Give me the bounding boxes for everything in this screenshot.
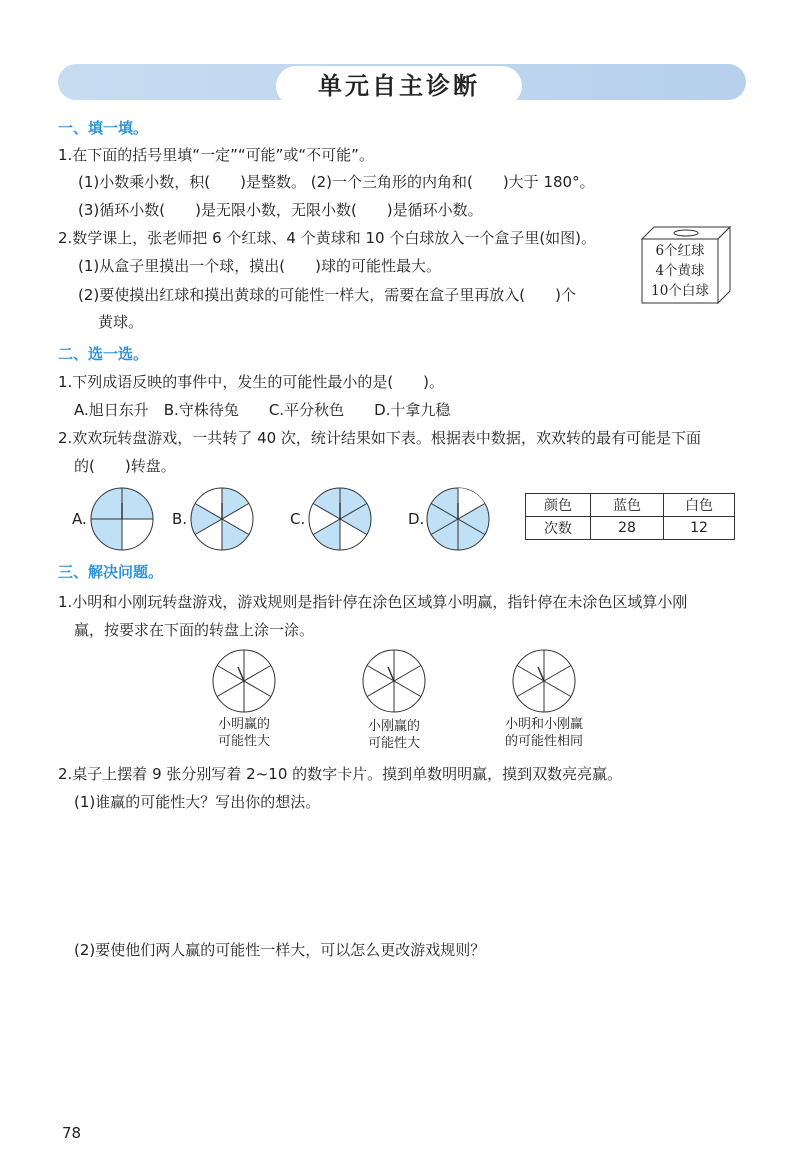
table-cell: 蓝色 (591, 494, 664, 517)
table-cell: 颜色 (526, 494, 591, 517)
blank-spinner-3[interactable] (512, 649, 576, 713)
box-label-yellow: 4个黄球 (655, 263, 705, 279)
spinner-caption-2-line1: 小刚赢的 (367, 719, 420, 734)
blank-spinner-2[interactable] (362, 649, 426, 713)
table-cell: 12 (664, 517, 735, 540)
table-row (526, 517, 735, 540)
frequency-table (525, 493, 735, 540)
s2-q2-b: 的( )转盘。 (74, 457, 176, 475)
s2-q2: 2.欢欢玩转盘游戏，一共转了 40 次，统计结果如下表。根据表中数据，欢欢转的最有可能是下面 (58, 429, 701, 447)
box-label-red: 6个红球 (655, 243, 705, 259)
section-1-title: 一、填一填。 (58, 119, 149, 137)
s3-q2-b: (2)要使他们两人赢的可能性一样大，可以怎么更改游戏规则？ (74, 941, 486, 959)
s2-q1-options: A.旭日东升 B.守株待兔 C.平分秋色 D.十拿九稳 (74, 401, 451, 419)
s1-q2: 2.数学课上，张老师把 6 个红球、4 个黄球和 10 个白球放入一个盒子里(如图)。 (58, 229, 597, 247)
s3-q2-a: (1)谁赢的可能性大？写出你的想法。 (74, 793, 321, 811)
table-cell: 次数 (526, 517, 591, 540)
s2-q1: 1.下列成语反映的事件中，发生的可能性最小的是( )。 (58, 373, 445, 391)
spinner-label-b: B. (172, 510, 188, 528)
page-number: 78 (62, 1124, 82, 1142)
s1-q2-b: (2)要使摸出红球和摸出黄球的可能性一样大，需要在盒子里再放入( )个 (78, 286, 576, 304)
spinner-label-c: C. (290, 510, 306, 528)
page-title: 单元自主诊断 (276, 66, 522, 106)
s3-q2: 2.桌子上摆着 9 张分别写着 2~10 的数字卡片。摸到单数明明赢，摸到双数亮亮赢。 (58, 765, 623, 783)
spinner-c (308, 487, 372, 551)
table-cell: 白色 (664, 494, 735, 517)
spinner-d (426, 487, 490, 551)
spinner-label-d: D. (408, 510, 425, 528)
s1-q1: 1.在下面的括号里填“一定”“可能”或“不可能”。 (58, 146, 374, 164)
box-slot-icon (674, 230, 698, 236)
spinner-caption-1-line2: 可能性大 (217, 734, 270, 749)
spinner-label-a: A. (72, 510, 87, 528)
box-label-white: 10个白球 (651, 283, 709, 299)
table-cell: 28 (591, 517, 664, 540)
blank-spinner-1[interactable] (212, 649, 276, 713)
spinner-caption-3-line2: 的可能性相同 (504, 734, 583, 749)
spinner-caption-2-line2: 可能性大 (367, 736, 420, 751)
table-row (526, 494, 735, 517)
s3-q1-b: 赢，按要求在下面的转盘上涂一涂。 (74, 621, 315, 639)
s1-q1-a: (1)小数乘小数，积( )是整数。 (2)一个三角形的内角和( )大于 180°。 (78, 173, 595, 191)
spinner-a (90, 487, 154, 551)
s1-q2-a: (1)从盒子里摸出一个球，摸出( )球的可能性最大。 (78, 257, 441, 275)
s1-q1-b: (3)循环小数( )是无限小数，无限小数( )是循环小数。 (78, 201, 483, 219)
spinner-caption-3-line1: 小明和小刚赢 (504, 717, 583, 732)
spinner-b (190, 487, 254, 551)
section-2-title: 二、选一选。 (58, 345, 149, 363)
section-3-title: 三、解决问题。 (58, 563, 164, 581)
s1-q2-b2: 黄球。 (98, 313, 144, 331)
s3-q1: 1.小明和小刚玩转盘游戏，游戏规则是指针停在涂色区域算小明赢，指针停在未涂色区域算小刚 (58, 593, 688, 611)
spinner-caption-1-line1: 小明赢的 (217, 717, 270, 732)
